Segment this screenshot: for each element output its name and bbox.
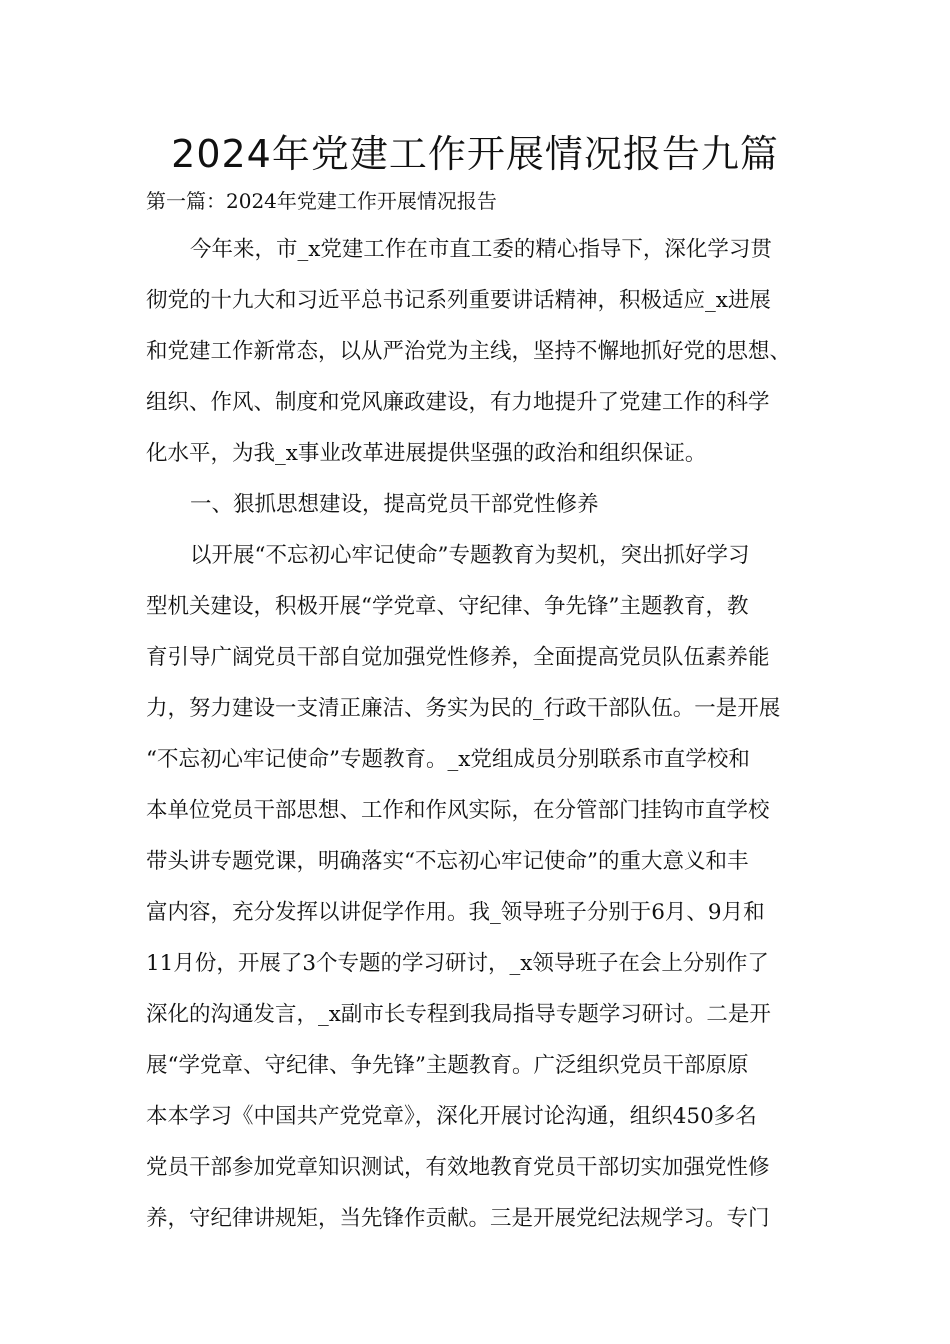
paragraph-line: 彻党的十九大和习近平总书记系列重要讲话精神，积极适应_x进展 bbox=[146, 288, 771, 313]
paragraph-line: 本本学习《中国共产党党章》，深化开展讨论沟通，组织450多名 bbox=[146, 1104, 757, 1129]
paragraph-line: 养，守纪律讲规矩，当先锋作贡献。三是开展党纪法规学习。专门 bbox=[146, 1206, 770, 1231]
paragraph-line: 以开展“不忘初心牢记使命”专题教育为契机，突出抓好学习 bbox=[190, 543, 750, 568]
section-heading: 一、狠抓思想建设，提高党员干部党性修养 bbox=[190, 492, 599, 517]
paragraph-line: 党员干部参加党章知识测试，有效地教育党员干部切实加强党性修 bbox=[146, 1155, 770, 1180]
paragraph-line: 和党建工作新常态，以从严治党为主线，坚持不懈地抓好党的思想、 bbox=[146, 339, 792, 364]
paragraph-line: 富内容，充分发挥以讲促学作用。我_领导班子分别于6月、9月和 bbox=[146, 900, 765, 925]
paragraph-line: 力，努力建设一支清正廉洁、务实为民的_行政干部队伍。一是开展 bbox=[146, 696, 781, 721]
paragraph-line: 组织、作风、制度和党风廉政建设，有力地提升了党建工作的科学 bbox=[146, 390, 770, 415]
paragraph-line: 型机关建设，积极开展“学党章、守纪律、争先锋”主题教育，教 bbox=[146, 594, 749, 619]
paragraph-line: 育引导广阔党员干部自觉加强党性修养，全面提高党员队伍素养能 bbox=[146, 645, 770, 670]
paragraph-line: 本单位党员干部思想、工作和作风实际，在分管部门挂钩市直学校 bbox=[146, 798, 770, 823]
paragraph-line: 化水平，为我_x事业改革进展提供坚强的政治和组织保证。 bbox=[146, 441, 707, 466]
paragraph-line: 今年来，市_x党建工作在市直工委的精心指导下，深化学习贯 bbox=[190, 237, 772, 262]
document-title: 2024年党建工作开展情况报告九篇 bbox=[171, 132, 779, 176]
paragraph-line: 11月份，开展了3个专题的学习研讨，_x领导班子在会上分别作了 bbox=[146, 951, 769, 976]
chapter-heading: 第一篇：2024年党建工作开展情况报告 bbox=[146, 189, 497, 213]
paragraph-line: 展“学党章、守纪律、争先锋”主题教育。广泛组织党员干部原原 bbox=[146, 1053, 749, 1078]
paragraph-line: “不忘初心牢记使命”专题教育。_x党组成员分别联系市直学校和 bbox=[146, 747, 750, 772]
paragraph-line: 带头讲专题党课，明确落实“不忘初心牢记使命”的重大意义和丰 bbox=[146, 849, 749, 874]
paragraph-line: 深化的沟通发言，_x副市长专程到我局指导专题学习研讨。二是开 bbox=[146, 1002, 771, 1027]
